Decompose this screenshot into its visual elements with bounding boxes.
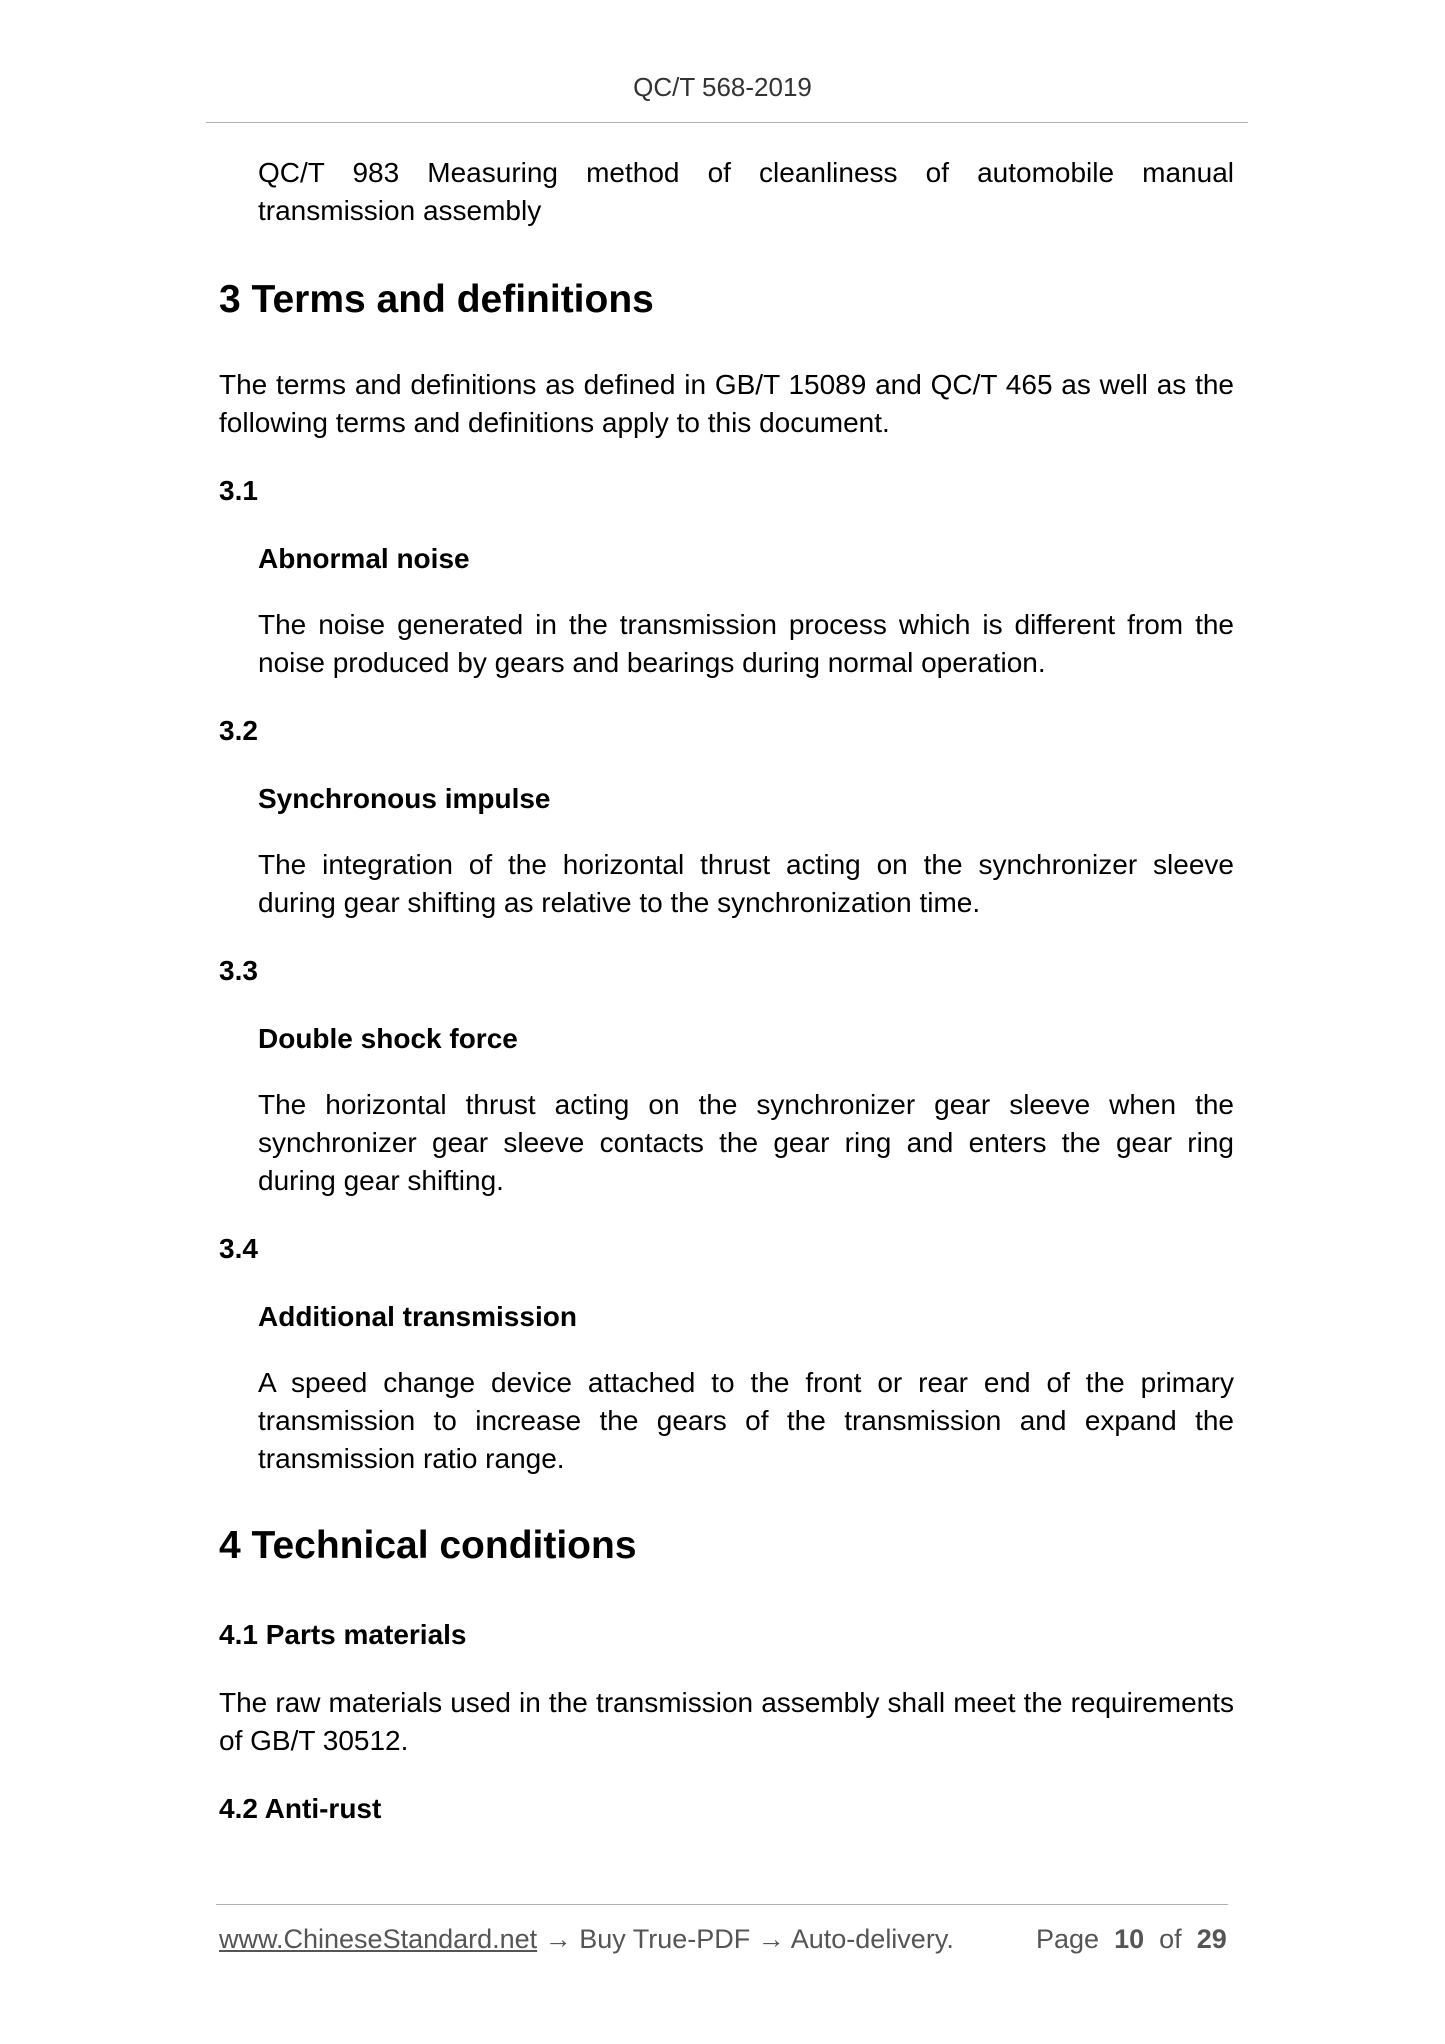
clause-4-1-heading: 4.1 Parts materials xyxy=(219,1619,467,1650)
reference-entry: QC/T 983 Measuring method of cleanliness of automobile manual transmission assembly xyxy=(258,157,1234,226)
clause-3-3-definition: The horizontal thrust acting on the synchronizer gear sleeve when the synchronizer gear sleeve contacts the gear ring and enters the gear ring during gear shifting. xyxy=(258,1089,1234,1196)
clause-3-3-term: Double shock force xyxy=(258,1023,518,1054)
website-link[interactable]: www.ChineseStandard.net xyxy=(219,1924,538,1954)
footer-promo xyxy=(219,1922,954,1956)
clause-3-4-definition: A speed change device attached to the front or rear end of the primary transmission to increase the gears of the transmission and expand the transmission ratio range. xyxy=(258,1367,1234,1474)
footer-divider xyxy=(216,1904,1228,1905)
page-header: QC/T 568-2019 xyxy=(633,72,812,102)
section-3-heading: 3 Terms and definitions xyxy=(219,278,654,321)
clause-3-1-number: 3.1 xyxy=(219,475,258,506)
page-of-label: of xyxy=(1159,1924,1182,1954)
clause-3-2-term: Synchronous impulse xyxy=(258,783,551,814)
clause-3-2-number: 3.2 xyxy=(219,715,258,746)
page-total: 29 xyxy=(1196,1924,1227,1954)
clause-4-2-heading: 4.2 Anti-rust xyxy=(219,1793,382,1824)
clause-3-2-definition: The integration of the horizontal thrust acting on the synchronizer sleeve during gear shifting as relative to the synchronization time. xyxy=(258,849,1234,918)
header-divider xyxy=(206,122,1248,123)
clause-4-1-text: The raw materials used in the transmission assembly shall meet the requirements of GB/T 30512. xyxy=(219,1687,1234,1756)
clause-3-4-number: 3.4 xyxy=(219,1233,258,1264)
section-3-intro: The terms and definitions as defined in GB/T 15089 and QC/T 465 as well as the following terms and definitions apply to this document. xyxy=(219,369,1234,438)
clause-3-3-number: 3.3 xyxy=(219,955,258,986)
clause-3-1-term: Abnormal noise xyxy=(258,543,470,574)
clause-3-1-definition: The noise generated in the transmission process which is different from the noise produced by gears and bearings during normal operation. xyxy=(258,609,1234,678)
page-current: 10 xyxy=(1114,1924,1145,1954)
footer-promo-text: → Buy True-PDF → Auto-delivery. xyxy=(537,1924,954,1954)
clause-3-4-term: Additional transmission xyxy=(258,1301,577,1332)
section-4-heading: 4 Technical conditions xyxy=(219,1524,637,1567)
page-label: Page xyxy=(1036,1924,1100,1954)
page-indicator xyxy=(1036,1922,1227,1956)
